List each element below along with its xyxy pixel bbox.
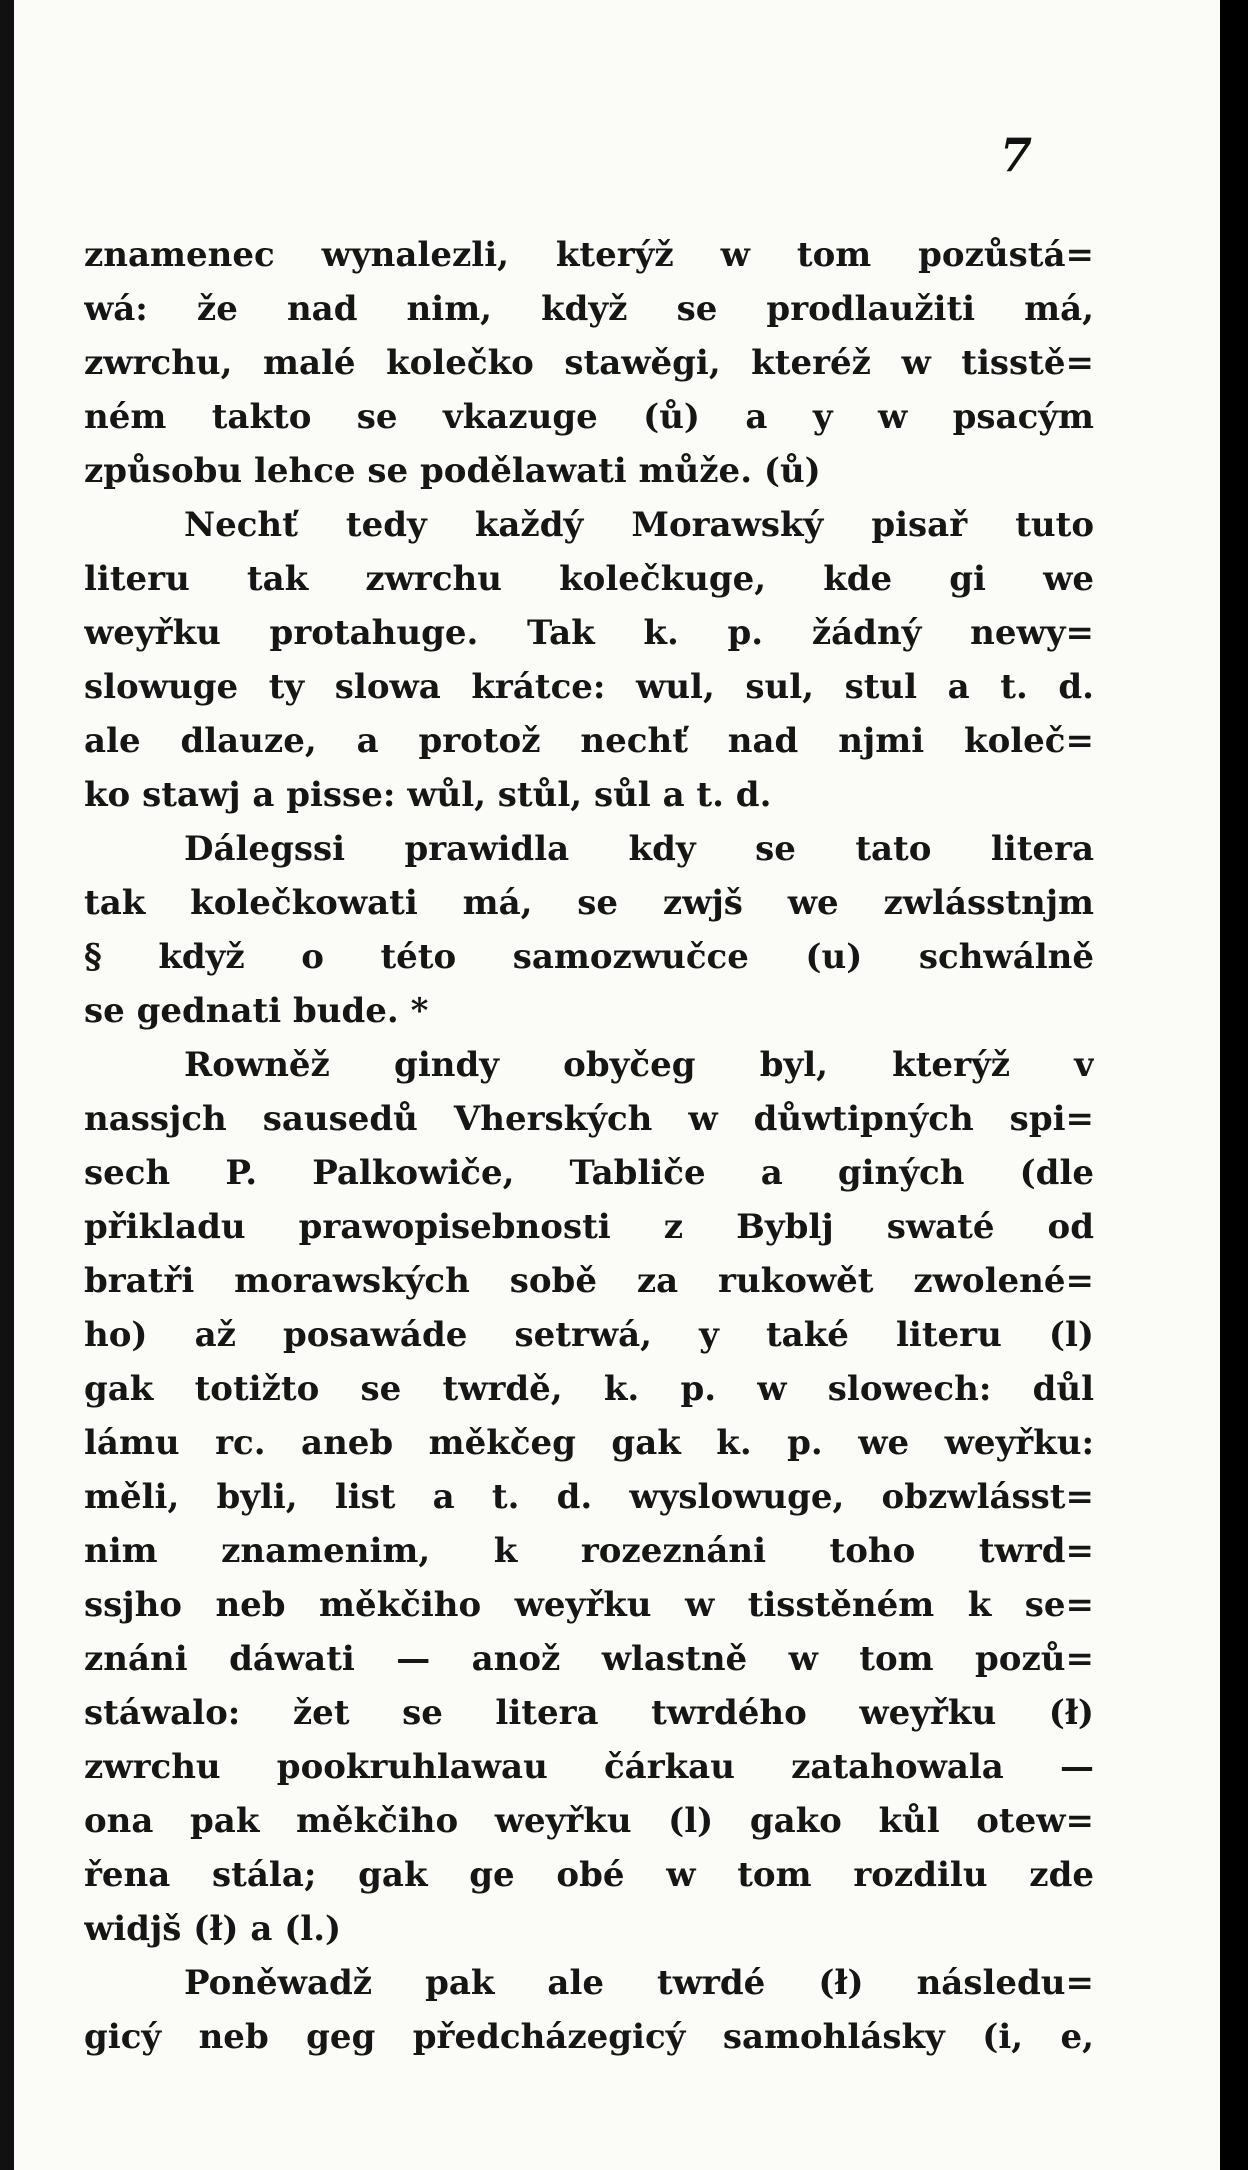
text-line: lámu rc. aneb měkčeg gak k. p. we weyřku: [84,1423,1094,1463]
text-line: způsobu lehce se podělawati může. (ů) [84,451,821,491]
text-line: § když o této samozwučce (u) schwálně [84,937,1094,977]
text-line: řena stála; gak ge obé w tom rozdilu zde [84,1855,1094,1895]
text-line: literu tak zwrchu kolečkuge, kde gi we [84,559,1094,599]
text-line: se gednati bude. * [84,991,429,1031]
text-line: nassjch sausedů Vherských w důwtipných spi= [84,1099,1094,1139]
text-line: sech P. Palkowiče, Tabliče a giných (dle [84,1153,1094,1193]
text-line: Nechť tedy každý Morawský pisař tuto [184,505,1094,545]
text-line: tak kolečkowati má, se zwjš we zwlásstnjm [84,883,1094,923]
page-number: 7 [1000,128,1033,182]
text-line: měli, byli, list a t. d. wyslowuge, obzwlásst= [84,1477,1094,1517]
text-line: Poněwadž pak ale twrdé (ł) následu= [184,1963,1094,2003]
text-line: bratři morawských sobě za rukowět zwolené= [84,1261,1094,1301]
text-line: ho) až posawáde setrwá, y také literu (l) [84,1315,1094,1355]
page-edge-left [0,0,14,2170]
text-line: wá: že nad nim, když se prodlaužiti má, [84,289,1094,329]
text-line: zwrchu, malé kolečko stawěgi, kteréž w tisstě= [84,343,1094,383]
page-edge-right [1222,0,1248,2170]
text-line: gicý neb geg předcházegicý samohlásky (i, e, [84,2017,1094,2057]
text-line: ona pak měkčiho weyřku (l) gako kůl otew= [84,1801,1094,1841]
text-line: Rowněž gindy obyčeg byl, kterýž v [184,1045,1094,1085]
text-line: ném takto se vkazuge (ů) a y w psacým [84,397,1094,437]
text-line: weyřku protahuge. Tak k. p. žádný newy= [84,613,1094,653]
text-line: gak totižto se twrdě, k. p. w slowech: důl [84,1369,1094,1409]
text-line: ko stawj a pisse: wůl, stůl, sůl a t. d. [84,775,772,815]
text-line: ale dlauze, a protož nechť nad njmi koleč= [84,721,1094,761]
text-line: znáni dáwati — anož wlastně w tom pozů= [84,1639,1094,1679]
text-line: stáwalo: žet se litera twrdého weyřku (ł) [84,1693,1094,1733]
text-line: nim znamenim, k rozeznáni toho twrd= [84,1531,1094,1571]
text-line: přikladu prawopisebnosti z Byblj swaté od [84,1207,1094,1247]
text-line: zwrchu pookruhlawau čárkau zatahowala — [84,1747,1094,1787]
text-line: ssjho neb měkčiho weyřku w tisstěném k se= [84,1585,1094,1625]
text-line: Dálegssi prawidla kdy se tato litera [184,829,1094,869]
body-text [84,228,1094,2064]
text-line: widjš (ł) a (l.) [84,1909,342,1949]
text-line: slowuge ty slowa krátce: wul, sul, stul a t. d. [84,667,1094,707]
text-line: znamenec wynalezli, kterýž w tom pozůstá= [84,235,1094,275]
